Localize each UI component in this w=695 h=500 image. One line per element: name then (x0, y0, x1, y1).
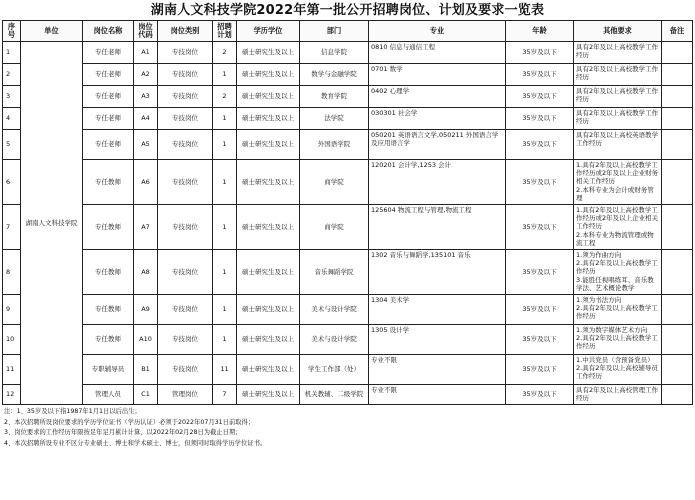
header-post-name: 岗位名称 (83, 21, 134, 42)
cell-post-name: 专任老师 (83, 86, 134, 108)
cell-major: 120201 会计学,1253 会计 (369, 160, 506, 205)
note-line: 3、岗位要求的工作经历年限按足年足月累计计算，以2022年02月28日为截止日期； (4, 429, 242, 436)
cell-plan: 2 (213, 42, 237, 64)
header-age: 年龄 (506, 21, 574, 42)
cell-dept: 学生工作部（处） (300, 355, 369, 385)
header-major: 专业 (369, 21, 506, 42)
cell-unit: 湖南人文科技学院 (21, 42, 83, 405)
cell-post-name: 专任教师 (83, 325, 134, 355)
cell-post-code: A8 (134, 250, 158, 295)
cell-plan: 2 (213, 86, 237, 108)
cell-seq: 8 (3, 250, 21, 295)
cell-dept: 美术与设计学院 (300, 295, 369, 325)
table-row (3, 205, 693, 250)
cell-post-name: 管理人员 (83, 385, 134, 405)
cell-age: 35岁及以下 (506, 160, 574, 205)
cell-plan: 1 (213, 325, 237, 355)
cell-seq: 12 (3, 385, 21, 405)
cell-remark (662, 86, 693, 108)
note-line: 注：1、35岁及以下指1987年1月1日以后出生； (4, 408, 141, 415)
cell-dept: 法学院 (300, 108, 369, 130)
cell-remark (662, 295, 693, 325)
cell-major: 030301 社会学 (369, 108, 506, 130)
cell-dept: 外国语学院 (300, 130, 369, 160)
cell-major: 0701 数学 (369, 64, 506, 86)
cell-post-name: 专任老师 (83, 108, 134, 130)
cell-degree: 硕士研究生及以上 (237, 64, 300, 86)
table-row (3, 108, 693, 130)
cell-plan: 7 (213, 385, 237, 405)
cell-age: 35岁及以下 (506, 355, 574, 385)
table-row (3, 42, 693, 64)
cell-major: 0402 心理学 (369, 86, 506, 108)
cell-post-type: 专技岗位 (158, 355, 213, 385)
cell-degree: 硕士研究生及以上 (237, 108, 300, 130)
cell-post-code: A6 (134, 160, 158, 205)
cell-plan: 1 (213, 250, 237, 295)
cell-post-name: 专任教师 (83, 250, 134, 295)
cell-age: 35岁及以下 (506, 385, 574, 405)
header-degree: 学历学位 (237, 21, 300, 42)
cell-post-name: 专任老师 (83, 64, 134, 86)
cell-dept: 教育学院 (300, 86, 369, 108)
cell-major: 0810 信息与通信工程 (369, 42, 506, 64)
cell-age: 35岁及以下 (506, 130, 574, 160)
cell-age: 35岁及以下 (506, 205, 574, 250)
cell-post-type: 专技岗位 (158, 86, 213, 108)
cell-remark (662, 108, 693, 130)
cell-post-code: A2 (134, 64, 158, 86)
cell-other-requirements: 具有2年及以上高校英语教学工作经历 (574, 130, 662, 160)
cell-post-name: 专职辅导员 (83, 355, 134, 385)
cell-dept: 美术与设计学院 (300, 325, 369, 355)
cell-major: 1302 音乐与舞蹈学,135101 音乐 (369, 250, 506, 295)
cell-remark (662, 355, 693, 385)
cell-other-requirements: 1.具有2年及以上高校教学工作经历或2年及以上企业财务相关工作经历 2.本科专业为会计或财务管理 (574, 160, 662, 205)
header-unit: 单位 (21, 21, 83, 42)
cell-post-code: A9 (134, 295, 158, 325)
cell-other-requirements: 具有2年及以上高校教学工作经历 (574, 64, 662, 86)
cell-degree: 硕士研究生及以上 (237, 205, 300, 250)
cell-remark (662, 385, 693, 405)
cell-seq: 5 (3, 130, 21, 160)
cell-major: 1305 设计学 (369, 325, 506, 355)
table-row (3, 355, 693, 385)
cell-post-type: 专技岗位 (158, 295, 213, 325)
cell-post-type: 专技岗位 (158, 42, 213, 64)
header-seq: 序号 (3, 21, 21, 42)
cell-degree: 硕士研究生及以上 (237, 130, 300, 160)
cell-age: 35岁及以下 (506, 250, 574, 295)
cell-plan: 1 (213, 160, 237, 205)
cell-plan: 1 (213, 64, 237, 86)
cell-degree: 硕士研究生及以上 (237, 385, 300, 405)
header-row (3, 21, 693, 42)
cell-post-name: 专任教师 (83, 295, 134, 325)
table-row (3, 64, 693, 86)
cell-post-name: 专任教师 (83, 205, 134, 250)
cell-post-code: C1 (134, 385, 158, 405)
cell-major: 050201 英语语言文学,050211 外国语言学及应用语言学 (369, 130, 506, 160)
cell-degree: 硕士研究生及以上 (237, 86, 300, 108)
cell-post-type: 专技岗位 (158, 160, 213, 205)
cell-major: 专业不限 (369, 355, 506, 385)
header-post-type: 岗位类别 (158, 21, 213, 42)
table-row (3, 250, 693, 295)
cell-post-type: 管理岗位 (158, 385, 213, 405)
cell-seq: 6 (3, 160, 21, 205)
cell-plan: 1 (213, 108, 237, 130)
cell-other-requirements: 1.中共党员（含预备党员） 2.具有2年及以上高校辅导员工作经历 (574, 355, 662, 385)
cell-plan: 1 (213, 130, 237, 160)
cell-post-type: 专技岗位 (158, 130, 213, 160)
cell-degree: 硕士研究生及以上 (237, 160, 300, 205)
table-row (3, 385, 693, 405)
cell-other-requirements: 具有2年及以上高校管理工作经历 (574, 385, 662, 405)
cell-other-requirements: 具有2年及以上高校教学工作经历 (574, 86, 662, 108)
cell-seq: 4 (3, 108, 21, 130)
header-plan: 招聘计划 (213, 21, 237, 42)
cell-other-requirements: 1.具有2年及以上高校教学工作经历或2年及以上企业相关工作经历 2.本科专业为物流管理或物流工程 (574, 205, 662, 250)
cell-post-name: 专任教师 (83, 160, 134, 205)
cell-dept: 信息学院 (300, 42, 369, 64)
cell-degree: 硕士研究生及以上 (237, 355, 300, 385)
cell-remark (662, 64, 693, 86)
cell-post-type: 专技岗位 (158, 325, 213, 355)
cell-remark (662, 42, 693, 64)
cell-seq: 9 (3, 295, 21, 325)
cell-age: 35岁及以下 (506, 295, 574, 325)
cell-seq: 7 (3, 205, 21, 250)
table-row (3, 86, 693, 108)
cell-degree: 硕士研究生及以上 (237, 325, 300, 355)
table-body (3, 42, 693, 405)
cell-remark (662, 325, 693, 355)
cell-dept: 数学与金融学院 (300, 64, 369, 86)
note-line: 4、本次招聘所设专业不区分专业硕士、博士和学术硕士、博士，但须同时取得学历学位证书。 (4, 439, 267, 447)
cell-post-type: 专技岗位 (158, 64, 213, 86)
cell-post-type: 专技岗位 (158, 108, 213, 130)
cell-remark (662, 160, 693, 205)
cell-post-code: A1 (134, 42, 158, 64)
recruitment-table (2, 20, 693, 405)
cell-dept: 音乐舞蹈学院 (300, 250, 369, 295)
table-row (3, 130, 693, 160)
table-row (3, 325, 693, 355)
cell-post-code: A7 (134, 205, 158, 250)
cell-dept: 商学院 (300, 205, 369, 250)
cell-age: 35岁及以下 (506, 42, 574, 64)
cell-post-name: 专任老师 (83, 130, 134, 160)
cell-post-type: 专技岗位 (158, 250, 213, 295)
cell-other-requirements: 1.须为数字媒体艺术方向 2.具有2年及以上高校教学工作经历 (574, 325, 662, 355)
cell-major: 1304 美术学 (369, 295, 506, 325)
cell-degree: 硕士研究生及以上 (237, 250, 300, 295)
header-dept: 部门 (300, 21, 369, 42)
cell-major: 专业不限 (369, 385, 506, 405)
cell-post-code: A3 (134, 86, 158, 108)
cell-age: 35岁及以下 (506, 86, 574, 108)
cell-seq: 11 (3, 355, 21, 385)
cell-post-code: A4 (134, 108, 158, 130)
cell-post-code: B1 (134, 355, 158, 385)
table-row (3, 160, 693, 205)
cell-seq: 1 (3, 42, 21, 64)
cell-other-requirements: 具有2年及以上高校教学工作经历 (574, 42, 662, 64)
cell-remark (662, 250, 693, 295)
header-remark: 备注 (662, 21, 693, 42)
cell-other-requirements: 1.须为书法方向 2.具有2年及以上高校教学工作经历 (574, 295, 662, 325)
cell-plan: 11 (213, 355, 237, 385)
header-post-code: 岗位代码 (134, 21, 158, 42)
cell-post-type: 专技岗位 (158, 205, 213, 250)
notes (2, 407, 693, 449)
cell-plan: 1 (213, 295, 237, 325)
cell-dept: 机关教辅、二级学院 (300, 385, 369, 405)
header-other: 其他要求 (574, 21, 662, 42)
cell-age: 35岁及以下 (506, 108, 574, 130)
cell-seq: 3 (3, 86, 21, 108)
cell-dept: 商学院 (300, 160, 369, 205)
cell-other-requirements: 具有2年及以上高校教学工作经历 (574, 108, 662, 130)
cell-plan: 1 (213, 205, 237, 250)
table-row (3, 295, 693, 325)
cell-post-name: 专任老师 (83, 42, 134, 64)
cell-age: 35岁及以下 (506, 325, 574, 355)
cell-seq: 2 (3, 64, 21, 86)
cell-degree: 硕士研究生及以上 (237, 42, 300, 64)
cell-remark (662, 205, 693, 250)
cell-degree: 硕士研究生及以上 (237, 295, 300, 325)
cell-remark (662, 130, 693, 160)
cell-major: 125604 物流工程与管理,物流工程 (369, 205, 506, 250)
cell-seq: 10 (3, 325, 21, 355)
cell-post-code: A5 (134, 130, 158, 160)
cell-post-code: A10 (134, 325, 158, 355)
page-title: 湖南人文科技学院2022年第一批公开招聘岗位、计划及要求一览表 (150, 3, 545, 18)
cell-age: 35岁及以下 (506, 64, 574, 86)
cell-other-requirements: 1.须为作曲方向 2.具有2年及以上高校教学工作经历 3.能胜任视唱练耳、音乐教学法、艺术概论教学 (574, 250, 662, 295)
note-line: 2、本次招聘所设岗位要求的学历学位证书（学历认证）必须于2022年07月31日前取得； (4, 418, 255, 426)
